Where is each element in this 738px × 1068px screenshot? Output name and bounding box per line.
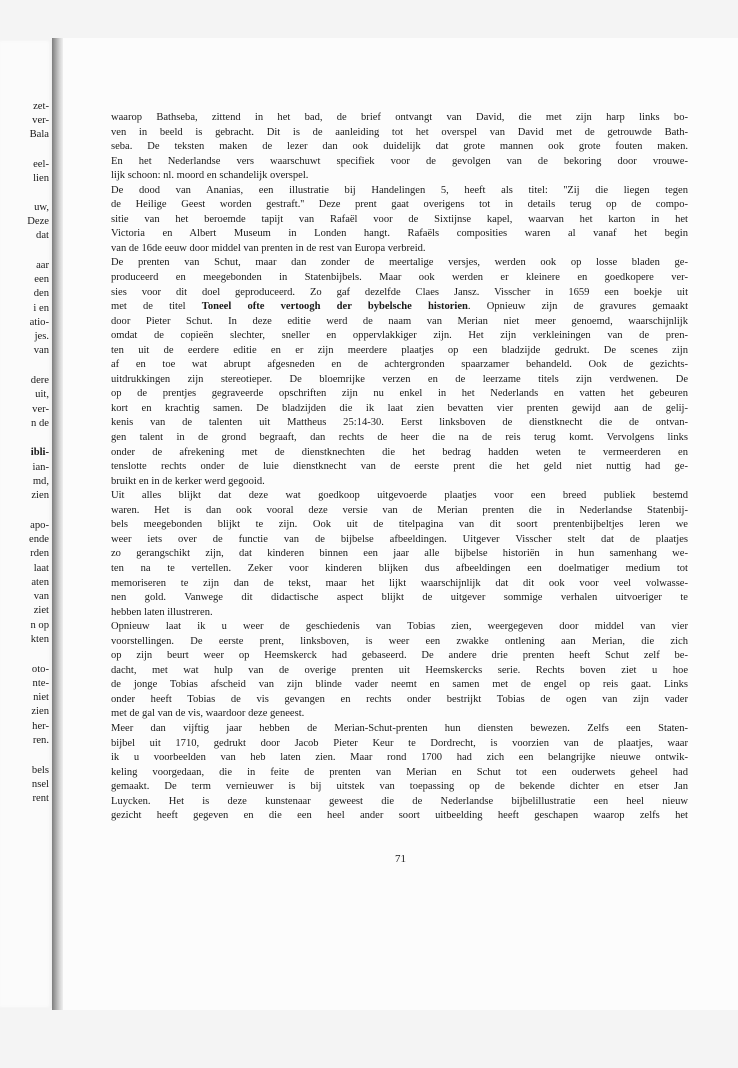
text-line: Luycken. Het is deze kunstenaar geweest die de Nederlandse bijbelillustratie een heel nieuw (111, 795, 688, 807)
text-line: lijk schoon: nl. moord en schandelijk overspel. (111, 170, 309, 182)
text-line: gezicht heeft gegeven en die een heel ander soort uitbeelding heeft geschapen waarop zelfs het (111, 810, 688, 822)
text-line: gemaakt. De term vernieuwer is bij uitstek van toepassing op de bekende dichter en etser Jan (111, 781, 688, 793)
left-page-fragment: her- (32, 721, 49, 732)
text-line: onder de afrekening met de dienstknechten die het bedrag hadden weten te vermeerderen en (111, 446, 688, 458)
text-line: waarop Bathseba, zittend in het bad, de brief ontvangt van David, die met zijn harp links bo- (111, 112, 688, 123)
left-page-fragment: dat (36, 230, 49, 241)
text-line: De dood van Ananias, een illustratie bij Handelingen 5, heeft als titel: ''Zij die liegen tegen (111, 184, 688, 196)
left-page-fragment: een (34, 274, 49, 285)
text-line: omdat de copieën slechter, sneller en oppervlakkiger zijn. Het zijn verkleiningen van de pren- (111, 330, 688, 342)
left-page-fragment: van (33, 345, 49, 356)
text-line: met de gal van de vis, waardoor deze geneest. (111, 708, 305, 720)
right-page (63, 38, 738, 1010)
left-page-fragment: niet (33, 692, 49, 703)
left-page-fragment: aar (36, 260, 49, 271)
text-line: produceerd en meegebonden in Statenbijbels. Maar ook werden er kleinere en goedkopere ver- (111, 272, 688, 284)
left-page-fragment: lien (33, 173, 49, 184)
left-page-fragment: uit, (35, 389, 49, 400)
text-line: Meer dan vijftig jaar hebben de Merian-Schut-prenten hun diensten bewezen. Zelfs een Staten- (111, 722, 688, 734)
text-line: weer iets over de functie van de bijbelse afbeeldingen. Uitgever Visscher stelt dat de plaatjes (111, 533, 688, 545)
text-line: uitdrukkingen zijn stereotieper. De bloemrijke verzen en de leerzame titels zijn verdwenen. De (111, 373, 688, 385)
left-page-fragment: uw, (34, 202, 49, 213)
left-page-edge (0, 40, 52, 1008)
text-line: op zijn beurt weer op Heemskerck had gebaseerd. De andere drie prenten heeft Schut zelf be- (111, 650, 688, 662)
left-page-fragment: ver- (32, 404, 49, 415)
left-page-fragment: atio- (29, 317, 49, 328)
text-line: sies voor dit doel geproduceerd. Zo gaf dezelfde Claes Jansz. Visscher in 1659 een boekje uit (111, 286, 688, 298)
left-page-fragment: oto- (31, 664, 49, 675)
left-page-fragment: n op (30, 620, 49, 631)
page-number: 71 (395, 853, 406, 865)
left-page-fragment: zien (31, 490, 49, 501)
text-line: Opnieuw laat ik u weer de geschiedenis van Tobias zien, weergegeven door middel van vier (111, 621, 688, 633)
text-line: bruikt en in de kerker werd gegooid. (111, 475, 265, 487)
text-line: waren. Het is dan ook vooral deze versie van de Merian prenten die in Nederlandse Statenbij- (111, 504, 688, 516)
left-page-fragment: eel- (33, 159, 49, 170)
text-line: keling voorgedaan, die in feite de prenten van Merian en Schut tot een ouderwets geheel had (111, 766, 688, 778)
text-line: kort en krachtig samen. De bladzijden die ik laat zien bevatten vier prenten gewijd aan de gelij- (111, 402, 688, 414)
text-line: zo gerangschikt zijn, dat kinderen binnen een jaar alle bijbelse historiën in hun samenhang we- (111, 548, 688, 560)
left-page-fragment: ibli- (30, 447, 49, 458)
text-line: memoriseren te zijn dan de tekst, maar het lijkt waarschijnlijk dat dit ook voor veel volwasse- (111, 577, 688, 589)
text-line: En het Nederlandse vers waarschuwt specifiek voor de gevolgen van de bekoring door vrouwe- (111, 155, 688, 167)
left-page-fragment: nte- (32, 678, 49, 689)
text-line: onder heeft Tobias de vis gevangen en rechts onder bestrijkt Tobias de ogen van zijn vader (111, 693, 688, 705)
left-page-fragment: aten (31, 577, 49, 588)
left-page-fragment: jes. (34, 331, 49, 342)
left-page-fragment: dere (30, 375, 49, 386)
text-line: gen talent in de grond begraaft, dan rechts de heer die na de reis terug komt. Vervolgens links (111, 432, 688, 444)
left-page-fragment: ende (29, 534, 49, 545)
left-page-fragment: ziet (33, 605, 49, 616)
text-line: de jonge Tobias afscheid van zijn blinde vader neemt en samen met de engel op reis gaat. Links (111, 679, 688, 691)
left-page-fragment: apo- (30, 520, 49, 531)
text-line: nen gold. Vanwege dit didactische aspect blijkt de uitgever sommige verhalen uitvoeriger te (111, 592, 688, 604)
text-line: Uit alles blijkt dat deze wat goedkoop uitgevoerde plaatjes voor een breed publiek bestemd (111, 490, 688, 502)
text-line: seba. De teksten maken de lezer dan ook duidelijk dat grote mannen ook grote fouten maken. (111, 141, 688, 153)
text-line: met de titel Toneel ofte vertoogh der bybelsche historien. Opnieuw zijn de gravures gemaakt (111, 301, 688, 313)
text-line: van de 16de eeuw door middel van prenten in de rest van Europa verbreid. (111, 242, 426, 254)
left-page-fragment: ver- (32, 115, 49, 126)
left-page-fragment: i en (33, 303, 49, 314)
text-line: kenis van de talenten uit Mattheus 25:14-30. Eerst linksboven de dienstknecht die de ontvan- (111, 417, 688, 429)
left-page-fragment: den (33, 288, 49, 299)
text-line: voorstellingen. De eerste prent, linksboven, is weer een zwakke ontlening aan Merian, die zich (111, 635, 688, 647)
left-page-fragment: Bala (29, 129, 49, 140)
left-page-fragment: md, (32, 476, 49, 487)
text-line: bels meegebonden blijkt te zijn. Ook uit de titelpagina van dit soort prentenbijbeltjes leren we (111, 519, 688, 531)
text-line: ten na te vertellen. Zeker voor kinderen blijken dus afbeeldingen een doelmatiger medium tot (111, 562, 688, 574)
left-page-fragment: Deze (27, 216, 49, 227)
text-line: de Heilige Geest worden gestraft.'' Deze prent gaat overigens tot in details terug op de compo- (111, 199, 688, 211)
left-page-fragment: n de (31, 418, 49, 429)
text-line: ik u voorbeelden van heb laten zien. Maar rond 1700 had zich een belangrijke nieuwe ontwik- (111, 752, 688, 764)
left-page-fragment: zien (31, 706, 49, 717)
left-page-fragment: nsel (31, 779, 49, 790)
left-page-fragment: van (33, 591, 49, 602)
text-line: af en toe wat abrupt afgesneden en de achtergronden spaarzamer behandeld. Ook de gezichts- (111, 359, 688, 371)
text-line: hebben laten illustreren. (111, 606, 213, 618)
text-line: ven in beeld is gebracht. Dit is de aanleiding tot het overspel van David met de getrouwde Bath- (111, 126, 688, 138)
book-gutter (52, 38, 63, 1010)
text-line: De prenten van Schut, maar dan zonder de meertalige versjes, werden ook op losse bladen ge- (111, 257, 688, 269)
text-line: ten uit de eerdere editie en er zijn meerdere plaatjes op een bladzijde gedrukt. De scenes zijn (111, 344, 688, 356)
text-line: bijbel uit 1710, gedrukt door Jacob Pieter Keur te Dordrecht, is voorzien van de plaatjes, waar (111, 737, 688, 749)
text-line: door Pieter Schut. In deze editie werd de naam van Merian niet meer genoemd, waarschijnlijk (111, 315, 688, 327)
left-page-fragment: ren. (32, 735, 49, 746)
left-page-fragment: laat (33, 563, 49, 574)
body-text (111, 111, 688, 824)
text-line: op de prentjes gegraveerde opschriften zijn nu enkel in het Nederlands en vatten het gebeuren (111, 388, 688, 400)
left-page-fragment: ian- (32, 462, 49, 473)
left-page-fragment: zet- (33, 101, 49, 112)
text-line: dacht, met wat hulp van de overige prenten uit Heemskercks serie. Rechts boven ziet u hoe (111, 664, 688, 676)
text-line: Victoria en Albert Museum in Londen hangt. Rafaëls composities waren al vanaf het begin (111, 228, 688, 240)
text-line: sitie van het beroemde tapijt van Rafaël voor de Sixtijnse kapel, waarvan het karton in het (111, 213, 688, 225)
left-page-fragment: kten (30, 634, 49, 645)
text-line: tenslotte rechts onder de luie dienstknecht van de eerste prent die het geld niet nuttig had ge- (111, 461, 688, 473)
left-page-fragment: rden (30, 548, 49, 559)
left-page-fragment: rent (32, 793, 49, 804)
left-page-fragment: bels (31, 765, 49, 776)
